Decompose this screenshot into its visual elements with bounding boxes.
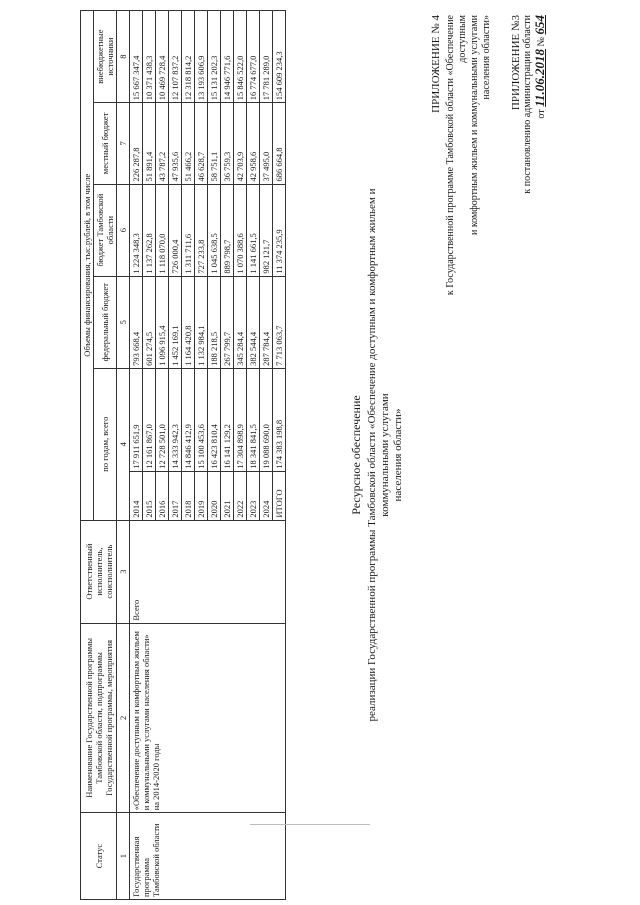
date-prefix: от (536, 109, 547, 119)
appendix-3-title: ПРИЛОЖЕНИЕ №3 (510, 15, 522, 111)
cell-year: 2017 (169, 471, 182, 520)
col-number: 5 (117, 276, 130, 368)
appendix-4-line-1: к Государственной программе Тамбовской области «Обеспечение доступным (445, 15, 468, 296)
col-number: 2 (117, 623, 130, 813)
header-regional: бюджет Тамбовской области (94, 184, 117, 276)
appendix-4-title: ПРИЛОЖЕНИЕ № 4 (430, 15, 442, 113)
cell-local: 686 664,8 (273, 103, 286, 184)
heading-line-1: реализации Государственной программы Тамбовской области «Обеспечение доступным и комфортным жильем и коммунальными услугами (366, 188, 391, 722)
cell-total: 19 088 690,0 (260, 368, 273, 471)
col-number: 7 (117, 103, 130, 184)
cell-local: 51 891,4 (143, 103, 156, 184)
cell-offbudget: 13 193 606,9 (195, 11, 208, 103)
cell-offbudget: 15 667 347,4 (130, 11, 143, 103)
header-total: по годам, всего (94, 368, 117, 520)
cell-year: 2016 (156, 471, 169, 520)
appendix-4-line-3: населения области» (481, 15, 492, 100)
cell-offbudget: 14 946 771,6 (221, 11, 234, 103)
cell-offbudget: 10 371 438,3 (143, 11, 156, 103)
cell-regional: 1 311 711,6 (182, 184, 195, 276)
executor-cell: Всего (130, 520, 286, 623)
cell-total: 174 383 198,8 (273, 368, 286, 471)
cell-regional: 1 137 262,8 (143, 184, 156, 276)
cell-year: 2014 (130, 471, 143, 520)
cell-local: 42 958,6 (247, 103, 260, 184)
cell-total: 12 728 501,0 (156, 368, 169, 471)
cell-regional: 1 224 348,3 (130, 184, 143, 276)
cell-offbudget: 15 131 202,3 (208, 11, 221, 103)
cell-local: 37 495,0 (260, 103, 273, 184)
cell-offbudget: 154 609 234,3 (273, 11, 286, 103)
handwritten-number: 654 (532, 15, 547, 35)
header-name: Наименование Государственной программы Тамбовской области, подпрограммы Государственной программы, мероприятия (81, 623, 117, 813)
cell-federal: 345 284,4 (234, 276, 247, 368)
cell-local: 36 759,3 (221, 103, 234, 184)
cell-total: 17 304 898,9 (234, 368, 247, 471)
appendix-4-block (430, 15, 493, 315)
document-heading (350, 155, 405, 755)
header-status: Статус (81, 813, 117, 900)
cell-year: 2021 (221, 471, 234, 520)
cell-year: 2023 (247, 471, 260, 520)
col-number: 4 (117, 368, 130, 520)
cell-regional: 726 000,4 (169, 184, 182, 276)
cell-offbudget: 16 774 677,0 (247, 11, 260, 103)
program-name-cell: «Обеспечение доступным и комфортным жильем и коммунальными услугами населения области» на 2014-2020 годы (130, 623, 286, 813)
scan-artifact-line (250, 824, 370, 825)
col-number: 8 (117, 11, 130, 103)
cell-total: 18 341 841,5 (247, 368, 260, 471)
cell-offbudget: 17 781 289,0 (260, 11, 273, 103)
cell-federal: 1 096 915,4 (156, 276, 169, 368)
cell-regional: 727 233,8 (195, 184, 208, 276)
cell-local: 43 787,2 (156, 103, 169, 184)
header-funding: Объемы финансирования, тыс.рублей, в том числе (81, 11, 94, 521)
appendix-3-line: к постановлению администрации области (522, 15, 533, 194)
col-number: 6 (117, 184, 130, 276)
status-cell: Государственная программа Тамбовской области (130, 813, 286, 900)
header-local: местный бюджет (94, 103, 117, 184)
cell-federal: 1 132 984,1 (195, 276, 208, 368)
cell-total: 17 911 651,9 (130, 368, 143, 471)
cell-year: 2024 (260, 471, 273, 520)
cell-regional: 1 045 638,5 (208, 184, 221, 276)
col-number: 1 (117, 813, 130, 900)
cell-offbudget: 12 318 814,2 (182, 11, 195, 103)
cell-offbudget: 15 846 522,0 (234, 11, 247, 103)
cell-local: 42 703,9 (234, 103, 247, 184)
heading-title: Ресурсное обеспечение (349, 395, 363, 515)
cell-federal: 382 544,4 (247, 276, 260, 368)
cell-regional: 982 121,7 (260, 184, 273, 276)
appendix-3-block (510, 15, 548, 215)
table-body (130, 11, 286, 900)
cell-local: 46 628,7 (195, 103, 208, 184)
cell-year: ИТОГО (273, 471, 286, 520)
cell-federal: 188 218,5 (208, 276, 221, 368)
col-number: 3 (117, 520, 130, 623)
heading-line-2: населения области» (392, 408, 404, 502)
cell-federal: 1 452 169,1 (169, 276, 182, 368)
resource-table (80, 10, 286, 900)
cell-offbudget: 10 469 728,4 (156, 11, 169, 103)
table-row (130, 11, 143, 900)
cell-regional: 1 070 388,6 (234, 184, 247, 276)
cell-federal: 1 164 420,8 (182, 276, 195, 368)
header-offbudget: внебюджетные источники (94, 11, 117, 103)
cell-regional: 889 798,7 (221, 184, 234, 276)
cell-regional: 1 118 070,0 (156, 184, 169, 276)
number-prefix: № (536, 37, 547, 47)
cell-year: 2015 (143, 471, 156, 520)
cell-year: 2019 (195, 471, 208, 520)
cell-total: 14 333 942,3 (169, 368, 182, 471)
cell-local: 47 935,6 (169, 103, 182, 184)
cell-federal: 7 713 063,7 (273, 276, 286, 368)
cell-local: 58 751,1 (208, 103, 221, 184)
cell-federal: 287 784,4 (260, 276, 273, 368)
appendix-4-line-2: и комфортным жильем и коммунальными услугами (469, 15, 480, 236)
handwritten-date: 11.06.2018 (532, 49, 547, 107)
cell-total: 14 846 412,9 (182, 368, 195, 471)
cell-offbudget: 12 107 837,2 (169, 11, 182, 103)
cell-federal: 793 668,4 (130, 276, 143, 368)
cell-year: 2020 (208, 471, 221, 520)
cell-total: 16 423 810,4 (208, 368, 221, 471)
cell-total: 12 161 867,0 (143, 368, 156, 471)
cell-year: 2018 (182, 471, 195, 520)
header-federal: федеральный бюджет (94, 276, 117, 368)
appendix-3-date-line (534, 15, 548, 215)
header-executor: Ответственный исполнитель, соисполнитель (81, 520, 117, 623)
cell-federal: 601 274,5 (143, 276, 156, 368)
cell-federal: 267 799,7 (221, 276, 234, 368)
cell-regional: 11 374 235,9 (273, 184, 286, 276)
cell-regional: 1 141 661,5 (247, 184, 260, 276)
cell-year: 2022 (234, 471, 247, 520)
cell-total: 15 100 453,6 (195, 368, 208, 471)
cell-local: 51 466,2 (182, 103, 195, 184)
cell-local: 226 287,8 (130, 103, 143, 184)
cell-total: 16 141 129,2 (221, 368, 234, 471)
